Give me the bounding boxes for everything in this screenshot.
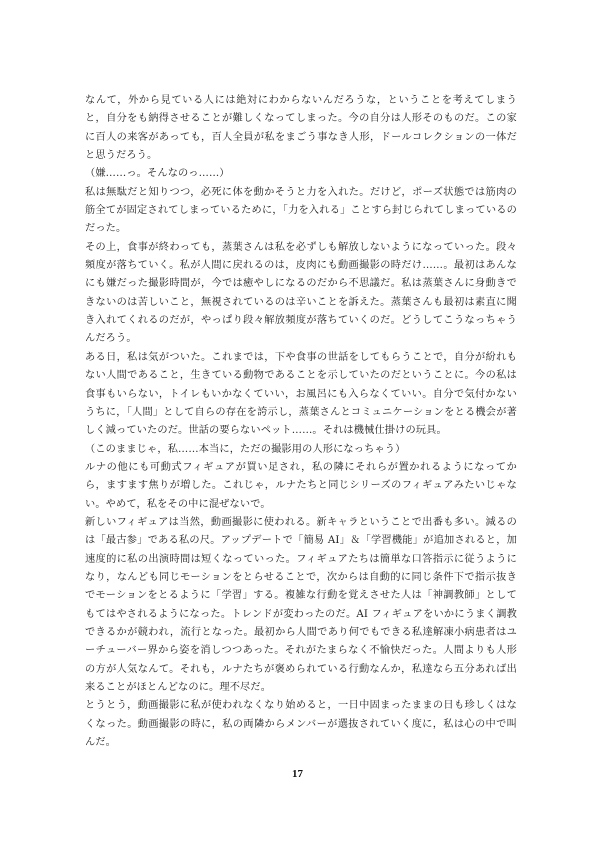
page-number: 17 <box>292 768 303 780</box>
paragraph-4: その上，食事が終わっても，蒸葉さんは私を必ずしも解放しないようになっていった。段々頻度が落ちていく。私が人間に戻れるのは，皮肉にも動画撮影の時だけ……。最初はあんなにも嫌だった撮影時間が，今では癒やしになるのだから不思議だ。私は蒸葉さんに身動きできないのは苦しいこと，無視されているのは辛いことを訴えた。蒸葉さんも最初は素直に聞き入れてくれるのだが，やっぱり段々解放頻度が落ちていくのだ。どうしてこうなっちゃうんだろう。 <box>85 241 517 345</box>
body-text <box>85 92 517 752</box>
paragraph-3: 私は無駄だと知りつつ，必死に体を動かそうと力を入れた。だけど，ポーズ状態では筋肉の筋全てが固定されてしまっているために，「力を入れる」ことすら封じられてしまっているのだった。 <box>85 186 517 235</box>
paragraph-6-inner-voice: （このままじゃ，私……本当に，ただの撮影用の人形になっちゃう） <box>85 443 406 455</box>
paragraph-1: なんて，外から見ている人には絶対にわからないんだろうな，ということを考えてしまうと，自分をも納得させることが難しくなってしまった。今の自分は人形そのものだ。この家に百人の来客があっても，百人全員が私をまごう事なき人形，ドールコレクションの一体だと思うだろう。 <box>85 95 517 162</box>
paragraph-2-inner-voice: （嫌……っ。そんなのっ……） <box>85 168 230 180</box>
paragraph-8: 新しいフィギュアは当然，動画撮影に使われる。新キャラということで出番も多い。減るのは「最古参」である私の尺。アップデートで「簡易 AI」＆「学習機能」が追加されると，加速度的に私の出演時間は短くなっていった。フィギュアたちは簡単な口答指示に従うようになり，なんども同じモーションをとらせることで，次からは自動的に同じ条件下で指示抜きでモーションをとるように「学習」する。複雑な行動を覚えさせた人は「神調教師」としてもてはやされるようになった。トレンドが変わったのだ。AI フィギュアをいかにうまく調教できるかが競われ，流行となった。最初から人間であり何でもできる私達解凍小病患者はユーチューバー界から姿を消しつつあった。それがたまらなく不愉快だった。人間よりも人形の方が人気なんて。それも，ルナたちが褒められている行動なんか，私達なら五分あれば出来ることがほとんどなのに。理不尽だ。 <box>85 516 517 693</box>
paragraph-9: とうとう，動画撮影に私が使われなくなり始めると，一日中固まったままの日も珍しくはなくなった。動画撮影の時に，私の両隣からメンバーが選抜されていく度に，私は心の中で叫んだ。 <box>85 700 517 749</box>
paragraph-5: ある日，私は気がついた。これまでは，下や食事の世話をしてもらうことで，自分が紛れもない人間であること，生きている動物であることを示していたのだということに。今の私は食事もいらない，トイレもいかなくていい，お風呂にも入らなくていい。自分で気付かないうちに，「人間」として自らの存在を誇示し，蒸葉さんとコミュニケーションをとる機会が著しく減っていたのだ。世話の要らないペット……。それは機械仕掛けの玩具。 <box>85 351 517 437</box>
paragraph-7: ルナの他にも可動式フィギュアが買い足され，私の隣にそれらが置かれるようになってから，ますます焦りが増した。これじゃ，ルナたちと同じシリーズのフィギュアみたいじゃない。やめて，私をその中に混ぜないで。 <box>85 461 517 510</box>
